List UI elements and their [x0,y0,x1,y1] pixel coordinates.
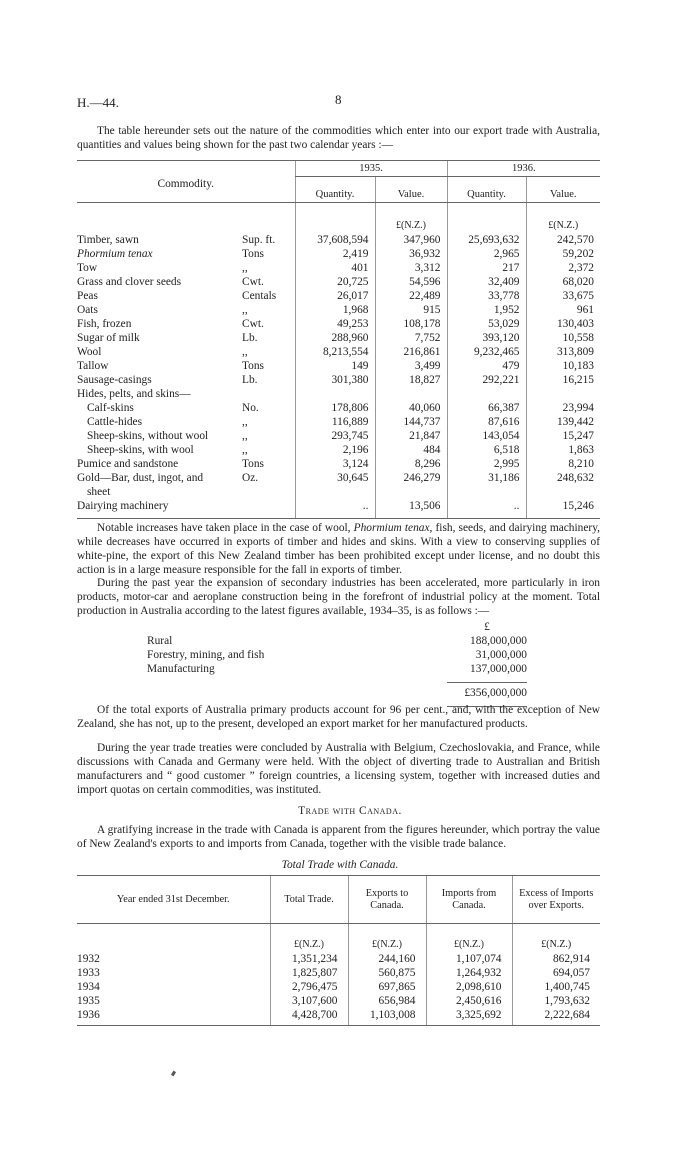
canada-year: 1936 [77,1008,100,1021]
commodity-name: Peas [77,289,98,302]
canada-imports: 3,325,692 [426,1008,512,1022]
currency-symbol: £ [484,621,490,633]
value-1936: 68,020 [526,275,600,289]
value-1936: 16,215 [526,373,600,387]
table-caption-canada: Total Trade with Canada. [281,859,399,871]
canada-row [77,966,600,980]
production-label: Manufacturing [147,663,215,675]
value-1936 [526,485,600,499]
canada-exports: 656,984 [348,994,426,1008]
commodity-name: Sugar of milk [77,331,140,344]
value-1935: 347,960 [375,233,447,247]
value-1935: 144,737 [375,415,447,429]
canada-trade-table [77,875,600,1026]
value-1936: 961 [526,303,600,317]
commodity-name: Tow [77,261,98,274]
value-1936: 23,994 [526,401,600,415]
quantity-1935: .. [295,499,375,515]
commodity-row [77,303,600,317]
value-1936: 15,247 [526,429,600,443]
commodity-row [77,233,600,247]
quantity-1936: 2,995 [447,457,526,471]
commodity-name: Sheep-skins, without wool [87,429,209,442]
canada-imports: 1,264,932 [426,966,512,980]
commodity-unit: Tons [242,359,264,372]
commodity-unit: ,, [242,415,248,428]
commodity-name: sheet [87,485,111,498]
quantity-1936: 33,778 [447,289,526,303]
quantity-1936: 87,616 [447,415,526,429]
column-excess: Excess of Imports over Exports. [512,876,600,924]
currency-unit: £(N.Z.) [526,203,600,233]
value-1936 [526,387,600,401]
value-1936: 15,246 [526,499,600,515]
commodity-unit: Cwt. [242,317,264,330]
commodity-name: Dairying machinery [77,499,169,512]
value-1935 [375,387,447,401]
section-heading-canada: Trade with Canada. [298,805,402,817]
commodity-unit: Cwt. [242,275,264,288]
commodity-row [77,275,600,289]
value-1935: 484 [375,443,447,457]
paragraph-secondary-industries: During the past year the expansion of secondary industries has been accelerated, more particularly in iron products, motor-car and aeroplane construction being in the forefront of industrial policy at the moment. Total production in Australia according to the latest figures available, 1934–35, is as follows :— [77,577,600,617]
commodity-row [77,401,600,415]
currency-unit: £(N.Z.) [512,924,600,952]
commodity-unit: ,, [242,261,248,274]
commodity-name: Fish, frozen [77,317,132,330]
commodity-row [77,499,600,515]
canada-excess: 694,057 [512,966,600,980]
quantity-1935: 149 [295,359,375,373]
paragraph-notable-increases: Notable increases have taken place in the case of wool, Phormium tenax, fish, seeds, and dairying machinery, while decreases have occurred in exports of timber and hides and skins. With a view to conserving supplies of white-pine, the export of this New Zealand timber has been prohibited except under license, and no doubt this action is in a large measure responsible for the fall in exports of timber. [77,522,601,576]
quantity-1936 [447,485,526,499]
commodity-name: Sheep-skins, with wool [87,443,194,456]
canada-exports: 560,875 [348,966,426,980]
commodity-name: Hides, pelts, and skins— [77,387,191,400]
year-1936-header: 1936. [447,161,600,177]
quantity-1936: 393,120 [447,331,526,345]
canada-excess: 862,914 [512,952,600,966]
value-1936: 8,210 [526,457,600,471]
quantity-1936: 25,693,632 [447,233,526,247]
quantity-1936: 31,186 [447,471,526,485]
commodity-unit: Sup. ft. [242,233,276,246]
value-1935: 3,312 [375,261,447,275]
commodity-unit [242,485,295,499]
value-1935: 40,060 [375,401,447,415]
commodity-row [77,373,600,387]
commodity-column-header: Commodity. [77,177,295,203]
commodity-name: Gold—Bar, dust, ingot, and [77,471,204,484]
quantity-1935: 37,608,594 [295,233,375,247]
column-exports: Exports to Canada. [348,876,426,924]
canada-year: 1934 [77,980,100,993]
commodity-unit: ,, [242,303,248,316]
value-1935: 54,596 [375,275,447,289]
currency-unit: £(N.Z.) [270,924,348,952]
quantity-1936: 217 [447,261,526,275]
commodity-row [77,443,600,457]
commodity-name: Pumice and sandstone [77,457,179,470]
commodity-unit [242,387,295,401]
value-1936: 1,863 [526,443,600,457]
quantity-1935 [295,387,375,401]
quantity-1935: 2,196 [295,443,375,457]
commodity-row [77,331,600,345]
quantity-1935: 49,253 [295,317,375,331]
quantity-1935: 1,968 [295,303,375,317]
quantity-1935: 288,960 [295,331,375,345]
canada-exports: 244,160 [348,952,426,966]
document-code: H.—44. [77,95,119,110]
value-header: Value. [375,177,447,203]
quantity-1935: 2,419 [295,247,375,261]
production-table [147,620,527,707]
value-1935: 7,752 [375,331,447,345]
commodity-row [77,261,600,275]
currency-unit: £(N.Z.) [375,203,447,233]
value-1935: 246,279 [375,471,447,485]
quantity-header: Quantity. [447,177,526,203]
quantity-1936: 66,387 [447,401,526,415]
canada-total: 1,351,234 [270,952,348,966]
commodity-unit: Centals [242,289,277,302]
stray-mark [171,1071,176,1077]
commodity-row [77,289,600,303]
quantity-1935: 293,745 [295,429,375,443]
quantity-1936: 9,232,465 [447,345,526,359]
production-value: 137,000,000 [470,663,527,675]
quantity-1936: 292,221 [447,373,526,387]
currency-unit: £(N.Z.) [426,924,512,952]
quantity-1935: 401 [295,261,375,275]
quantity-1936: 479 [447,359,526,373]
quantity-1936: 1,952 [447,303,526,317]
commodity-name: Sausage-casings [77,373,152,386]
canada-excess: 1,400,745 [512,980,600,994]
commodity-unit: ,, [242,345,248,358]
value-1935: 3,499 [375,359,447,373]
canada-excess: 2,222,684 [512,1008,600,1022]
production-value: 188,000,000 [470,635,527,647]
canada-row [77,952,600,966]
value-1935: 216,861 [375,345,447,359]
canada-year: 1935 [77,994,100,1007]
commodity-name: Grass and clover seeds [77,275,182,288]
commodity-unit: Oz. [242,471,259,484]
canada-total: 4,428,700 [270,1008,348,1022]
commodity-name: Phormium tenax [77,247,153,260]
commodity-row [77,345,600,359]
canada-excess: 1,793,632 [512,994,600,1008]
commodity-name: Tallow [77,359,109,372]
commodity-row [77,471,600,485]
canada-total: 2,796,475 [270,980,348,994]
value-1936: 130,403 [526,317,600,331]
production-row [147,634,527,648]
value-1936: 10,183 [526,359,600,373]
commodity-name: Calf-skins [87,401,134,414]
value-1935: 18,827 [375,373,447,387]
value-1936: 313,809 [526,345,600,359]
quantity-1935: 30,645 [295,471,375,485]
quantity-1935: 301,380 [295,373,375,387]
canada-imports: 2,098,610 [426,980,512,994]
quantity-1936: 53,029 [447,317,526,331]
commodity-row [77,415,600,429]
canada-table-body [77,924,600,1026]
canada-total: 1,825,807 [270,966,348,980]
value-1936: 242,570 [526,233,600,247]
production-label: Forestry, mining, and fish [147,649,265,661]
canada-row [77,994,600,1008]
quantity-1935: 116,889 [295,415,375,429]
column-total-trade: Total Trade. [270,876,348,924]
production-row [147,662,527,676]
quantity-1935: 26,017 [295,289,375,303]
commodity-row [77,429,600,443]
commodity-name: Cattle-hides [87,415,143,428]
commodity-unit: Lb. [242,331,258,344]
value-1936: 248,632 [526,471,600,485]
value-1936: 33,675 [526,289,600,303]
value-header: Value. [526,177,600,203]
canada-year: 1933 [77,966,100,979]
commodity-name: Oats [77,303,98,316]
year-1935-header: 1935. [295,161,447,177]
commodity-unit: ,, [242,429,248,442]
quantity-1936: 2,965 [447,247,526,261]
quantity-1935: 3,124 [295,457,375,471]
commodity-row [77,387,600,401]
commodities-body [77,203,600,519]
quantity-1935: 20,725 [295,275,375,289]
value-1935: 22,489 [375,289,447,303]
commodity-unit: ,, [242,443,248,456]
quantity-1936 [447,387,526,401]
commodity-unit [242,499,295,515]
quantity-1936: 6,518 [447,443,526,457]
commodity-row [77,247,600,261]
value-1935: 915 [375,303,447,317]
value-1936: 2,372 [526,261,600,275]
paragraph-trade-treaties: During the year trade treaties were concluded by Australia with Belgium, Czechoslovakia, and France, while discussions with Canada and Germany were held. With the object of diverting trade to Australian and British manufacturers and “ good customer ” foreign countries, a licensing system, together with increased duties and import quotas on certain commodities, was instituted. [77,742,600,796]
paragraph-canada-trade: A gratifying increase in the trade with Canada is apparent from the figures hereunder, which portray the value of New Zealand's exports to and imports from Canada, together with the visible trade balance. [77,824,600,850]
production-value: 31,000,000 [475,649,527,661]
canada-exports: 697,865 [348,980,426,994]
canada-total: 3,107,600 [270,994,348,1008]
value-1936: 10,558 [526,331,600,345]
paragraph-total-exports: Of the total exports of Australia primary products account for 96 per cent., and, with the exception of New Zealand, she has not, up to the present, developed an export market for her manufactured products. [77,704,600,730]
value-1935: 36,932 [375,247,447,261]
quantity-1936: 32,409 [447,275,526,289]
intro-paragraph: The table hereunder sets out the nature of the commodities which enter into our export trade with Australia, quantities and values being shown for the past two calendar years :— [77,125,600,151]
canada-row [77,1008,600,1022]
value-1936: 59,202 [526,247,600,261]
value-1935: 8,296 [375,457,447,471]
column-year: Year ended 31st December. [77,876,270,924]
quantity-1935: 8,213,554 [295,345,375,359]
value-1935 [375,485,447,499]
commodity-unit: Lb. [242,373,258,386]
commodity-row [77,317,600,331]
canada-row [77,980,600,994]
value-1936: 139,442 [526,415,600,429]
canada-exports: 1,103,008 [348,1008,426,1022]
value-1935: 13,506 [375,499,447,515]
page-number: 8 [335,92,342,107]
commodity-name: Timber, sawn [77,233,139,246]
quantity-1935 [295,485,375,499]
commodities-table [77,160,600,519]
commodity-unit: Tons [242,247,264,260]
quantity-1936: 143,054 [447,429,526,443]
column-imports: Imports from Canada. [426,876,512,924]
quantity-1936: .. [447,499,526,515]
commodity-row [77,457,600,471]
commodity-unit: Tons [242,457,264,470]
commodity-unit: No. [242,401,259,414]
production-row [147,648,527,662]
commodity-row [77,359,600,373]
canada-imports: 1,107,074 [426,952,512,966]
production-label: Rural [147,635,173,647]
currency-unit: £(N.Z.) [348,924,426,952]
production-total: £356,000,000 [464,687,527,699]
canada-imports: 2,450,616 [426,994,512,1008]
value-1935: 21,847 [375,429,447,443]
commodity-name: Wool [77,345,102,358]
value-1935: 108,178 [375,317,447,331]
quantity-header: Quantity. [295,177,375,203]
canada-year: 1932 [77,952,100,965]
commodity-row [77,485,600,499]
quantity-1935: 178,806 [295,401,375,415]
